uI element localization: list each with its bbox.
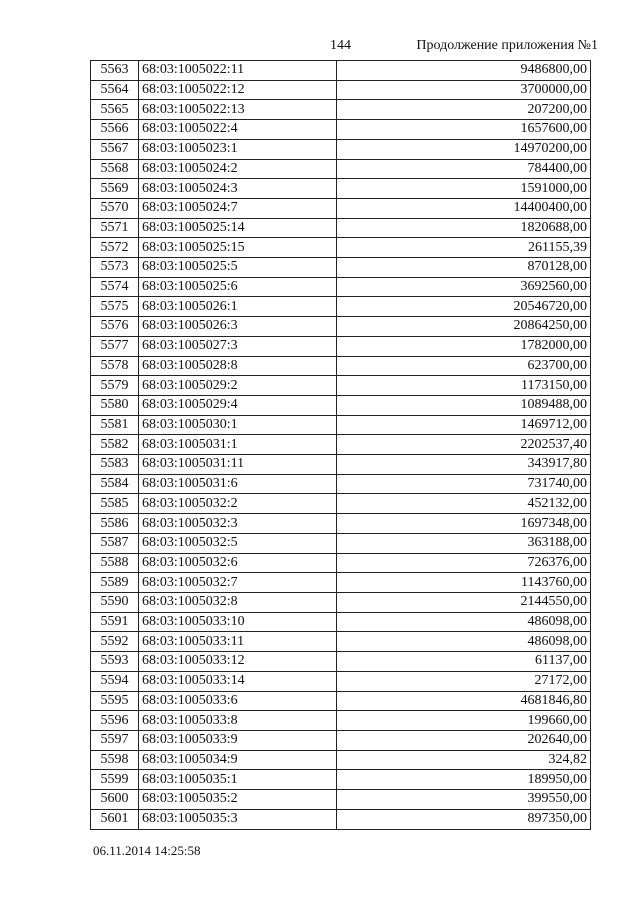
table-row: [91, 494, 591, 514]
cadastral-value-cell: 486098,00: [337, 632, 591, 652]
cadastral-value-cell: 343917,80: [337, 455, 591, 475]
cadastral-number-cell: 68:03:1005029:4: [139, 395, 337, 415]
row-number-cell: 5573: [91, 258, 139, 278]
cadastral-number-cell: 68:03:1005034:9: [139, 750, 337, 770]
cadastral-number-cell: 68:03:1005025:15: [139, 238, 337, 258]
table-row: [91, 533, 591, 553]
row-number-cell: 5570: [91, 198, 139, 218]
table-row: [91, 258, 591, 278]
appendix-title: Продолжение приложения №1: [416, 38, 598, 53]
cadastral-value-cell: 3700000,00: [337, 80, 591, 100]
row-number-cell: 5591: [91, 612, 139, 632]
cadastral-number-cell: 68:03:1005022:4: [139, 120, 337, 140]
row-number-cell: 5581: [91, 415, 139, 435]
cadastral-value-cell: 870128,00: [337, 258, 591, 278]
table-row: [91, 573, 591, 593]
table-body: [91, 61, 591, 830]
cadastral-value-cell: 189950,00: [337, 770, 591, 790]
row-number-cell: 5596: [91, 711, 139, 731]
row-number-cell: 5572: [91, 238, 139, 258]
row-number-cell: 5576: [91, 317, 139, 337]
row-number-cell: 5577: [91, 336, 139, 356]
cadastral-value-cell: 486098,00: [337, 612, 591, 632]
row-number-cell: 5567: [91, 139, 139, 159]
table-row: [91, 612, 591, 632]
cadastral-number-cell: 68:03:1005024:3: [139, 179, 337, 199]
row-number-cell: 5580: [91, 395, 139, 415]
cadastral-number-cell: 68:03:1005025:14: [139, 218, 337, 238]
cadastral-number-cell: 68:03:1005033:14: [139, 671, 337, 691]
cadastral-number-cell: 68:03:1005033:10: [139, 612, 337, 632]
table-row: [91, 671, 591, 691]
row-number-cell: 5566: [91, 120, 139, 140]
cadastral-value-cell: 1089488,00: [337, 395, 591, 415]
table-row: [91, 198, 591, 218]
cadastral-number-cell: 68:03:1005031:6: [139, 474, 337, 494]
row-number-cell: 5592: [91, 632, 139, 652]
row-number-cell: 5563: [91, 61, 139, 81]
cadastral-number-cell: 68:03:1005033:11: [139, 632, 337, 652]
cadastral-number-cell: 68:03:1005022:12: [139, 80, 337, 100]
cadastral-value-cell: 3692560,00: [337, 277, 591, 297]
table-row: [91, 395, 591, 415]
cadastral-value-cell: 20864250,00: [337, 317, 591, 337]
row-number-cell: 5565: [91, 100, 139, 120]
table-row: [91, 711, 591, 731]
cadastral-value-cell: 27172,00: [337, 671, 591, 691]
cadastral-number-cell: 68:03:1005024:2: [139, 159, 337, 179]
row-number-cell: 5601: [91, 809, 139, 829]
cadastral-value-cell: 14400400,00: [337, 198, 591, 218]
cadastral-number-cell: 68:03:1005035:2: [139, 790, 337, 810]
cadastral-value-cell: 261155,39: [337, 238, 591, 258]
cadastral-number-cell: 68:03:1005031:11: [139, 455, 337, 475]
table-row: [91, 652, 591, 672]
table-row: [91, 730, 591, 750]
row-number-cell: 5588: [91, 553, 139, 573]
table-row: [91, 277, 591, 297]
table-row: [91, 376, 591, 396]
cadastral-value-cell: 1657600,00: [337, 120, 591, 140]
table-row: [91, 297, 591, 317]
table-row: [91, 218, 591, 238]
row-number-cell: 5568: [91, 159, 139, 179]
print-timestamp: 06.11.2014 14:25:58: [93, 843, 201, 858]
cadastral-number-cell: 68:03:1005032:3: [139, 514, 337, 534]
row-number-cell: 5571: [91, 218, 139, 238]
cadastral-value-cell: 202640,00: [337, 730, 591, 750]
cadastral-value-table: [90, 60, 591, 830]
row-number-cell: 5589: [91, 573, 139, 593]
cadastral-value-cell: 207200,00: [337, 100, 591, 120]
table-row: [91, 356, 591, 376]
cadastral-value-cell: 363188,00: [337, 533, 591, 553]
row-number-cell: 5569: [91, 179, 139, 199]
cadastral-value-cell: 1173150,00: [337, 376, 591, 396]
cadastral-number-cell: 68:03:1005025:6: [139, 277, 337, 297]
cadastral-number-cell: 68:03:1005026:3: [139, 317, 337, 337]
table-row: [91, 80, 591, 100]
cadastral-number-cell: 68:03:1005033:6: [139, 691, 337, 711]
table-row: [91, 455, 591, 475]
cadastral-value-cell: 2144550,00: [337, 592, 591, 612]
table-row: [91, 336, 591, 356]
cadastral-number-cell: 68:03:1005031:1: [139, 435, 337, 455]
cadastral-value-cell: 399550,00: [337, 790, 591, 810]
cadastral-number-cell: 68:03:1005035:1: [139, 770, 337, 790]
cadastral-number-cell: 68:03:1005032:7: [139, 573, 337, 593]
table-row: [91, 100, 591, 120]
cadastral-value-cell: 1820688,00: [337, 218, 591, 238]
row-number-cell: 5575: [91, 297, 139, 317]
cadastral-value-cell: 452132,00: [337, 494, 591, 514]
table-row: [91, 592, 591, 612]
cadastral-number-cell: 68:03:1005027:3: [139, 336, 337, 356]
table-row: [91, 514, 591, 534]
row-number-cell: 5585: [91, 494, 139, 514]
cadastral-number-cell: 68:03:1005030:1: [139, 415, 337, 435]
row-number-cell: 5598: [91, 750, 139, 770]
cadastral-number-cell: 68:03:1005033:9: [139, 730, 337, 750]
cadastral-value-cell: 1469712,00: [337, 415, 591, 435]
cadastral-value-cell: 61137,00: [337, 652, 591, 672]
table-row: [91, 61, 591, 81]
table-row: [91, 317, 591, 337]
table-row: [91, 238, 591, 258]
row-number-cell: 5579: [91, 376, 139, 396]
row-number-cell: 5595: [91, 691, 139, 711]
cadastral-value-cell: 784400,00: [337, 159, 591, 179]
table-row: [91, 159, 591, 179]
cadastral-number-cell: 68:03:1005028:8: [139, 356, 337, 376]
cadastral-value-cell: 731740,00: [337, 474, 591, 494]
table-row: [91, 139, 591, 159]
cadastral-value-cell: 199660,00: [337, 711, 591, 731]
cadastral-number-cell: 68:03:1005022:13: [139, 100, 337, 120]
cadastral-number-cell: 68:03:1005032:8: [139, 592, 337, 612]
row-number-cell: 5584: [91, 474, 139, 494]
cadastral-number-cell: 68:03:1005032:6: [139, 553, 337, 573]
cadastral-value-cell: 9486800,00: [337, 61, 591, 81]
row-number-cell: 5564: [91, 80, 139, 100]
table-row: [91, 474, 591, 494]
table-row: [91, 179, 591, 199]
cadastral-value-cell: 1697348,00: [337, 514, 591, 534]
row-number-cell: 5574: [91, 277, 139, 297]
cadastral-number-cell: 68:03:1005032:2: [139, 494, 337, 514]
table-row: [91, 632, 591, 652]
row-number-cell: 5590: [91, 592, 139, 612]
row-number-cell: 5586: [91, 514, 139, 534]
cadastral-number-cell: 68:03:1005022:11: [139, 61, 337, 81]
cadastral-value-cell: 726376,00: [337, 553, 591, 573]
table-row: [91, 691, 591, 711]
page-header: [0, 38, 640, 58]
cadastral-value-cell: 1143760,00: [337, 573, 591, 593]
cadastral-value-cell: 14970200,00: [337, 139, 591, 159]
row-number-cell: 5599: [91, 770, 139, 790]
row-number-cell: 5594: [91, 671, 139, 691]
cadastral-value-cell: 897350,00: [337, 809, 591, 829]
row-number-cell: 5600: [91, 790, 139, 810]
row-number-cell: 5587: [91, 533, 139, 553]
cadastral-value-cell: 1591000,00: [337, 179, 591, 199]
table-row: [91, 809, 591, 829]
cadastral-number-cell: 68:03:1005033:12: [139, 652, 337, 672]
cadastral-value-cell: 20546720,00: [337, 297, 591, 317]
table-row: [91, 120, 591, 140]
table-row: [91, 553, 591, 573]
row-number-cell: 5582: [91, 435, 139, 455]
cadastral-value-cell: 623700,00: [337, 356, 591, 376]
cadastral-value-cell: 2202537,40: [337, 435, 591, 455]
cadastral-value-cell: 1782000,00: [337, 336, 591, 356]
page-number: 144: [330, 38, 351, 53]
cadastral-number-cell: 68:03:1005032:5: [139, 533, 337, 553]
row-number-cell: 5578: [91, 356, 139, 376]
cadastral-number-cell: 68:03:1005024:7: [139, 198, 337, 218]
row-number-cell: 5593: [91, 652, 139, 672]
cadastral-number-cell: 68:03:1005023:1: [139, 139, 337, 159]
cadastral-number-cell: 68:03:1005033:8: [139, 711, 337, 731]
cadastral-value-cell: 324,82: [337, 750, 591, 770]
cadastral-number-cell: 68:03:1005026:1: [139, 297, 337, 317]
cadastral-number-cell: 68:03:1005035:3: [139, 809, 337, 829]
cadastral-number-cell: 68:03:1005029:2: [139, 376, 337, 396]
cadastral-number-cell: 68:03:1005025:5: [139, 258, 337, 278]
table-row: [91, 435, 591, 455]
cadastral-value-cell: 4681846,80: [337, 691, 591, 711]
table-row: [91, 750, 591, 770]
row-number-cell: 5583: [91, 455, 139, 475]
table-row: [91, 790, 591, 810]
row-number-cell: 5597: [91, 730, 139, 750]
table-row: [91, 770, 591, 790]
table-row: [91, 415, 591, 435]
